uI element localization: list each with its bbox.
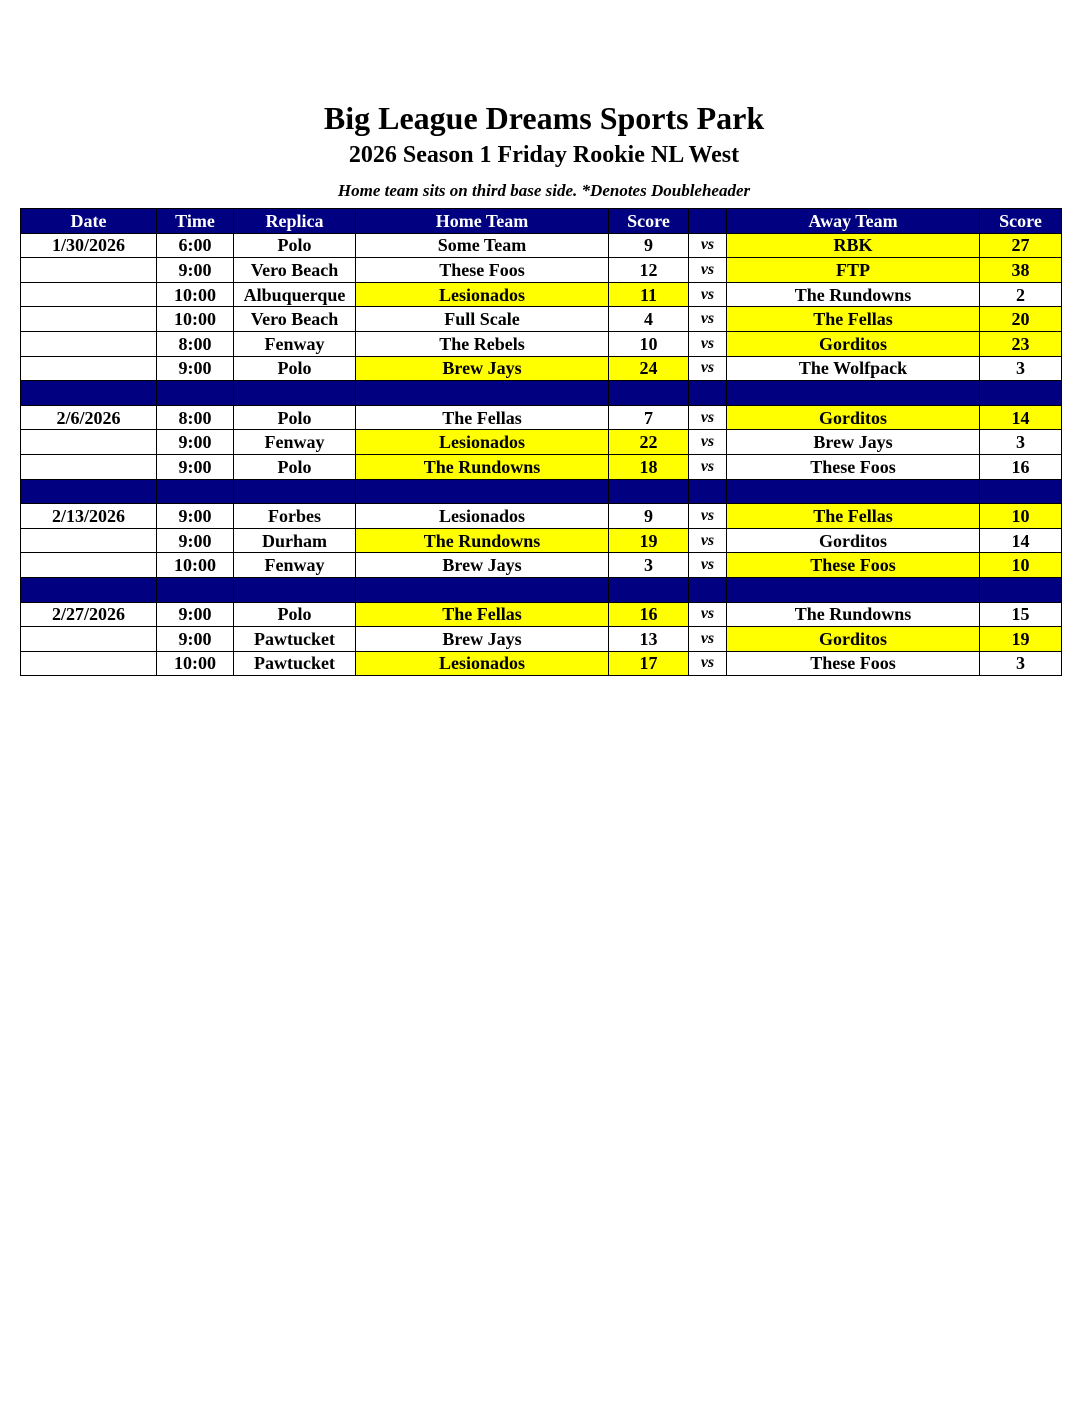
game-row xyxy=(21,282,1062,307)
date-cell xyxy=(21,307,157,332)
date-cell xyxy=(21,553,157,578)
home-score-cell: 9 xyxy=(609,233,689,258)
replica-cell: Polo xyxy=(234,602,356,627)
separator-cell xyxy=(234,479,356,504)
away-score-cell: 19 xyxy=(980,627,1062,652)
replica-cell: Polo xyxy=(234,233,356,258)
date-cell xyxy=(21,282,157,307)
home-team-cell: Lesionados xyxy=(356,282,609,307)
column-header-home-team: Home Team xyxy=(356,209,609,234)
away-team-cell: The Fellas xyxy=(727,504,980,529)
vs-cell: vs xyxy=(689,602,727,627)
home-team-cell: The Fellas xyxy=(356,405,609,430)
replica-cell: Fenway xyxy=(234,331,356,356)
home-team-cell: Full Scale xyxy=(356,307,609,332)
date-cell xyxy=(21,258,157,283)
replica-cell: Vero Beach xyxy=(234,258,356,283)
separator-cell xyxy=(727,577,980,602)
away-score-cell: 14 xyxy=(980,528,1062,553)
separator-cell xyxy=(980,381,1062,406)
separator-cell xyxy=(980,479,1062,504)
date-cell xyxy=(21,430,157,455)
away-team-cell: Brew Jays xyxy=(727,430,980,455)
time-cell: 9:00 xyxy=(157,504,234,529)
date-cell xyxy=(21,331,157,356)
game-row xyxy=(21,331,1062,356)
vs-cell: vs xyxy=(689,307,727,332)
separator-cell xyxy=(234,381,356,406)
home-team-cell: Lesionados xyxy=(356,430,609,455)
home-score-cell: 22 xyxy=(609,430,689,455)
game-row xyxy=(21,405,1062,430)
away-score-cell: 2 xyxy=(980,282,1062,307)
separator-cell xyxy=(21,479,157,504)
home-team-cell: These Foos xyxy=(356,258,609,283)
time-cell: 10:00 xyxy=(157,651,234,676)
home-team-cell: Lesionados xyxy=(356,651,609,676)
time-cell: 9:00 xyxy=(157,430,234,455)
game-row xyxy=(21,430,1062,455)
time-cell: 9:00 xyxy=(157,258,234,283)
replica-cell: Durham xyxy=(234,528,356,553)
date-cell: 2/27/2026 xyxy=(21,602,157,627)
schedule-note: Home team sits on third base side. *Denotes Doubleheader xyxy=(337,181,751,200)
away-score-cell: 15 xyxy=(980,602,1062,627)
game-row xyxy=(21,258,1062,283)
vs-cell: vs xyxy=(689,504,727,529)
game-row xyxy=(21,504,1062,529)
replica-cell: Fenway xyxy=(234,553,356,578)
home-score-cell: 16 xyxy=(609,602,689,627)
separator-cell xyxy=(727,381,980,406)
away-score-cell: 14 xyxy=(980,405,1062,430)
week-separator-row xyxy=(21,577,1062,602)
away-team-cell: Gorditos xyxy=(727,405,980,430)
schedule-body xyxy=(21,233,1062,676)
home-score-cell: 11 xyxy=(609,282,689,307)
away-score-cell: 38 xyxy=(980,258,1062,283)
separator-cell xyxy=(234,577,356,602)
home-team-cell: Brew Jays xyxy=(356,356,609,381)
vs-cell: vs xyxy=(689,651,727,676)
time-cell: 9:00 xyxy=(157,627,234,652)
date-cell xyxy=(21,528,157,553)
game-row xyxy=(21,307,1062,332)
time-cell: 10:00 xyxy=(157,553,234,578)
away-score-cell: 23 xyxy=(980,331,1062,356)
replica-cell: Vero Beach xyxy=(234,307,356,332)
separator-cell xyxy=(689,577,727,602)
column-header-replica: Replica xyxy=(234,209,356,234)
home-score-cell: 24 xyxy=(609,356,689,381)
away-team-cell: Gorditos xyxy=(727,331,980,356)
home-team-cell: The Rundowns xyxy=(356,454,609,479)
home-score-cell: 12 xyxy=(609,258,689,283)
separator-cell xyxy=(609,577,689,602)
game-row xyxy=(21,627,1062,652)
column-header-home-score: Score xyxy=(609,209,689,234)
vs-cell: vs xyxy=(689,553,727,578)
home-team-cell: Lesionados xyxy=(356,504,609,529)
time-cell: 6:00 xyxy=(157,233,234,258)
separator-cell xyxy=(157,577,234,602)
time-cell: 9:00 xyxy=(157,454,234,479)
replica-cell: Polo xyxy=(234,454,356,479)
date-cell xyxy=(21,454,157,479)
date-cell xyxy=(21,651,157,676)
game-row xyxy=(21,553,1062,578)
separator-cell xyxy=(157,479,234,504)
vs-cell: vs xyxy=(689,331,727,356)
time-cell: 9:00 xyxy=(157,356,234,381)
separator-cell xyxy=(356,479,609,504)
vs-cell: vs xyxy=(689,282,727,307)
replica-cell: Pawtucket xyxy=(234,651,356,676)
date-cell xyxy=(21,356,157,381)
game-row xyxy=(21,602,1062,627)
home-team-cell: Some Team xyxy=(356,233,609,258)
date-cell: 2/6/2026 xyxy=(21,405,157,430)
time-cell: 8:00 xyxy=(157,405,234,430)
game-row xyxy=(21,233,1062,258)
page-subtitle: 2026 Season 1 Friday Rookie NL West xyxy=(348,142,740,168)
away-team-cell: Gorditos xyxy=(727,528,980,553)
away-team-cell: The Rundowns xyxy=(727,282,980,307)
vs-cell: vs xyxy=(689,233,727,258)
away-team-cell: These Foos xyxy=(727,454,980,479)
home-score-cell: 9 xyxy=(609,504,689,529)
home-score-cell: 10 xyxy=(609,331,689,356)
replica-cell: Polo xyxy=(234,356,356,381)
vs-cell: vs xyxy=(689,528,727,553)
separator-cell xyxy=(609,479,689,504)
away-team-cell: The Rundowns xyxy=(727,602,980,627)
separator-cell xyxy=(980,577,1062,602)
home-team-cell: Brew Jays xyxy=(356,553,609,578)
vs-cell: vs xyxy=(689,258,727,283)
vs-cell: vs xyxy=(689,454,727,479)
game-row xyxy=(21,454,1062,479)
date-cell xyxy=(21,627,157,652)
away-team-cell: FTP xyxy=(727,258,980,283)
home-score-cell: 17 xyxy=(609,651,689,676)
away-score-cell: 16 xyxy=(980,454,1062,479)
away-score-cell: 27 xyxy=(980,233,1062,258)
home-score-cell: 18 xyxy=(609,454,689,479)
home-score-cell: 3 xyxy=(609,553,689,578)
week-separator-row xyxy=(21,479,1062,504)
separator-cell xyxy=(727,479,980,504)
separator-cell xyxy=(356,577,609,602)
away-score-cell: 3 xyxy=(980,430,1062,455)
separator-cell xyxy=(689,381,727,406)
away-team-cell: These Foos xyxy=(727,553,980,578)
separator-cell xyxy=(157,381,234,406)
vs-cell: vs xyxy=(689,430,727,455)
time-cell: 9:00 xyxy=(157,602,234,627)
header-row xyxy=(21,209,1062,234)
game-row xyxy=(21,356,1062,381)
page-title: Big League Dreams Sports Park xyxy=(323,100,765,136)
vs-cell: vs xyxy=(689,627,727,652)
home-score-cell: 7 xyxy=(609,405,689,430)
replica-cell: Albuquerque xyxy=(234,282,356,307)
column-header-away-score: Score xyxy=(980,209,1062,234)
away-score-cell: 10 xyxy=(980,553,1062,578)
home-score-cell: 13 xyxy=(609,627,689,652)
replica-cell: Forbes xyxy=(234,504,356,529)
replica-cell: Pawtucket xyxy=(234,627,356,652)
separator-cell xyxy=(21,577,157,602)
away-team-cell: Gorditos xyxy=(727,627,980,652)
time-cell: 10:00 xyxy=(157,307,234,332)
home-score-cell: 4 xyxy=(609,307,689,332)
away-score-cell: 3 xyxy=(980,651,1062,676)
home-team-cell: Brew Jays xyxy=(356,627,609,652)
vs-cell: vs xyxy=(689,405,727,430)
away-score-cell: 10 xyxy=(980,504,1062,529)
time-cell: 9:00 xyxy=(157,528,234,553)
home-team-cell: The Rundowns xyxy=(356,528,609,553)
vs-cell: vs xyxy=(689,356,727,381)
column-header-away-team: Away Team xyxy=(727,209,980,234)
column-header-vs xyxy=(689,209,727,234)
away-team-cell: The Wolfpack xyxy=(727,356,980,381)
time-cell: 8:00 xyxy=(157,331,234,356)
separator-cell xyxy=(689,479,727,504)
schedule-table xyxy=(20,208,1062,676)
game-row xyxy=(21,528,1062,553)
replica-cell: Polo xyxy=(234,405,356,430)
home-score-cell: 19 xyxy=(609,528,689,553)
away-team-cell: The Fellas xyxy=(727,307,980,332)
separator-cell xyxy=(609,381,689,406)
game-row xyxy=(21,651,1062,676)
column-header-time: Time xyxy=(157,209,234,234)
away-team-cell: These Foos xyxy=(727,651,980,676)
date-cell: 1/30/2026 xyxy=(21,233,157,258)
separator-cell xyxy=(356,381,609,406)
time-cell: 10:00 xyxy=(157,282,234,307)
separator-cell xyxy=(21,381,157,406)
date-cell: 2/13/2026 xyxy=(21,504,157,529)
away-team-cell: RBK xyxy=(727,233,980,258)
home-team-cell: The Rebels xyxy=(356,331,609,356)
away-score-cell: 3 xyxy=(980,356,1062,381)
column-header-date: Date xyxy=(21,209,157,234)
week-separator-row xyxy=(21,381,1062,406)
replica-cell: Fenway xyxy=(234,430,356,455)
home-team-cell: The Fellas xyxy=(356,602,609,627)
away-score-cell: 20 xyxy=(980,307,1062,332)
